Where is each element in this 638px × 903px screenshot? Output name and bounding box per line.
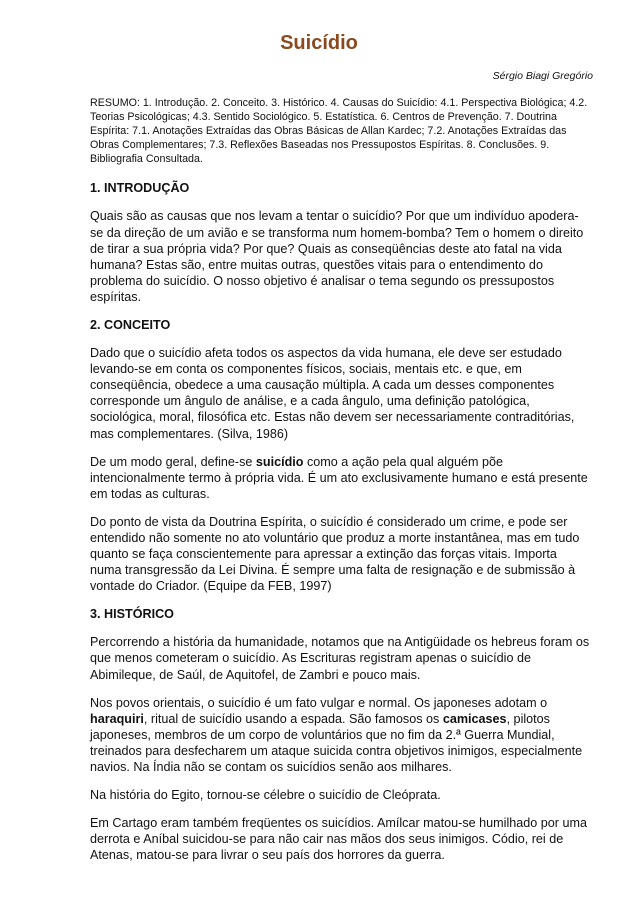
history-paragraph-3: Na história do Egito, tornou-se célebre o suicídio de Cleóprata.: [90, 788, 441, 803]
intro-paragraph: Quais são as causas que nos levam a tentar o suicídio? Por que um indivíduo apodera-se da direção de um avião e se transforma num homem-bomba? Tem o homem o direito de tirar a sua própria vida? Por que? Quais as conseqüências deste ato fatal na vida humana? Estas são, entre muitas outras, questões vitais para o entendimento do problema do suicídio. O nosso objetivo é analisar o tema segundo os pressupostos espíritas.: [90, 209, 584, 304]
term-haraquiri: haraquiri: [90, 711, 144, 726]
document-body: [90, 96, 590, 863]
section-heading-history: 3. HISTÓRICO: [90, 607, 174, 622]
concept-paragraph-3: Do ponto de vista da Doutrina Espírita, o suicídio é considerado um crime, e pode ser entendido não somente no ato voluntário que produz a morte instantânea, mas em tudo quanto se faça conscientemente para apressar a extinção das forças vitais. Importa numa transgressão da Lei Divina. É sempre uma falta de resignação e de submissão à vontade do Criador. (Equipe da FEB, 1997): [90, 514, 580, 594]
document-author: Sérgio Biagi Gregório: [492, 70, 593, 82]
concept-paragraph-1: Dado que o suicídio afeta todos os aspectos da vida humana, ele deve ser estudado levando-se em conta os componentes físicos, sociais, mentais etc. e que, em conseqüência, obedece a uma causação múltipla. A cada um desses componentes corresponde um ângulo de análise, e a cada ângulo, uma definição patológica, sociológica, moral, filosófica etc. Estas não devem ser necessariamente contraditórias, mas complementares. (Silva, 1986): [90, 346, 575, 441]
summary-paragraph: RESUMO: 1. Introdução. 2. Conceito. 3. Histórico. 4. Causas do Suicídio: 4.1. Perspectiva Biológica; 4.2. Teorias Psicológicas; 4.3. Sentido Sociológico. 5. Estatística. 6. Centros de Prevenção. 7. Doutrina Espírita: 7.1. Anotações Extraídas das Obras Básicas de Allan Kardec; 7.2. Anotações Extraídas das Obras Complementares; 7.3. Reflexões Baseadas nos Pressupostos Espíritas. 8. Conclusões. 9. Bibliografia Consultada.: [90, 97, 588, 166]
term-suicidio: suicídio: [255, 454, 304, 469]
history-paragraph-1: Percorrendo a história da humanidade, notamos que na Antigüidade os hebreus foram os que menos cometeram o suicídio. As Escrituras registram apenas o suicídio de Abimileque, de Saúl, de Aquitofel, de Zambri e pouco mais.: [90, 635, 590, 682]
section-heading-intro: 1. INTRODUÇÃO: [90, 181, 190, 196]
term-camicases: camicases: [442, 711, 507, 726]
document-title: Suicídio: [280, 32, 358, 54]
concept-paragraph-2: De um modo geral, define-se suicídio como a ação pela qual alguém põe intencionalmente termo à própria vida. É um ato exclusivamente humano e está presente em todas as culturas.: [90, 454, 588, 501]
section-heading-concept: 2. CONCEITO: [90, 318, 171, 333]
history-paragraph-4: Em Cartago eram também freqüentes os suicídios. Amílcar matou-se humilhado por uma derrota e Aníbal suicidou-se para não cair nas mãos dos seus inimigos. Códio, rei de Atenas, matou-se para livrar o seu país dos horrores da guerra.: [90, 816, 587, 863]
history-paragraph-2: Nos povos orientais, o suicídio é um fato vulgar e normal. Os japoneses adotam o haraquiri, ritual de suicídio usando a espada. São famosos os camicases, pilotos japoneses, membros de um corpo de voluntários que no fim da 2.ª Guerra Mundial, treinados para desfecharem um ataque suicida contra objetivos inimigos, especialmente navios. Na Índia não se contam os suicídios senão aos milhares.: [90, 695, 583, 774]
